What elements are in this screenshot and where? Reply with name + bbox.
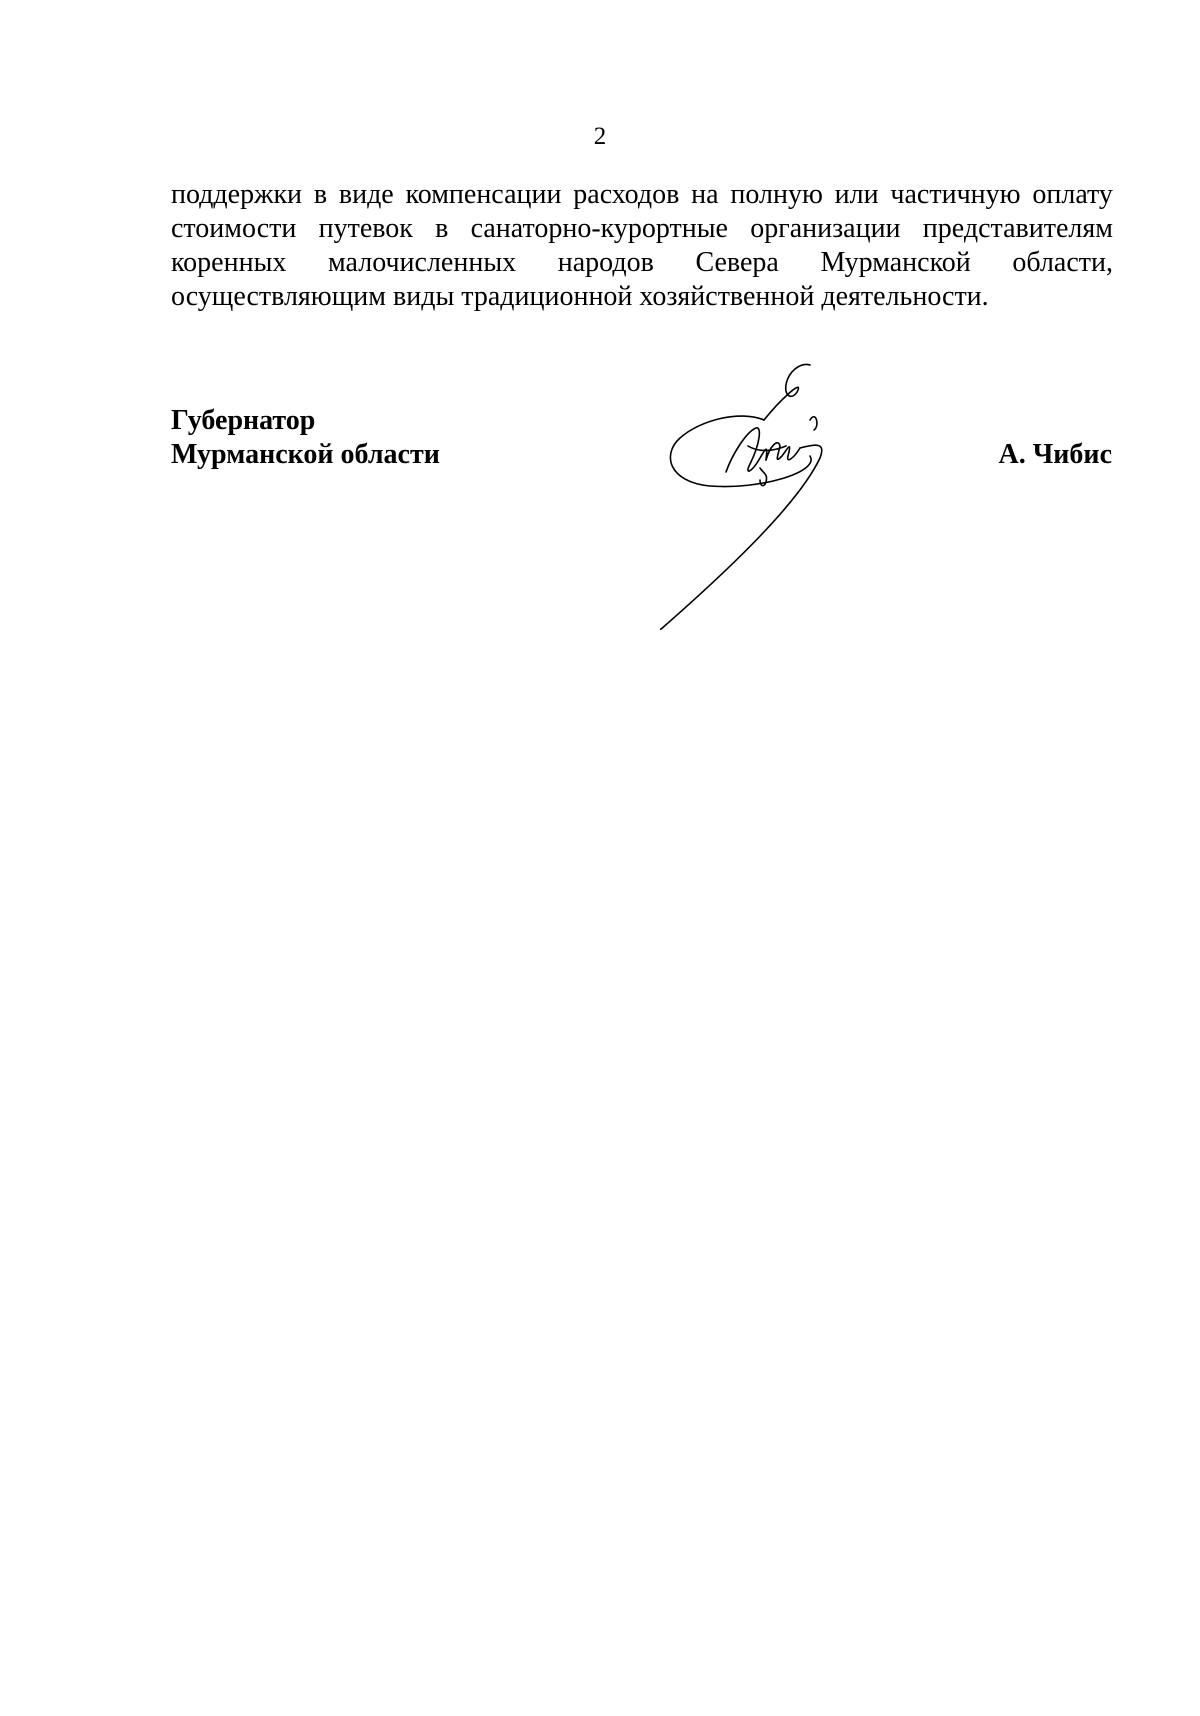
signatory-position xyxy=(171,404,440,472)
body-line-1: поддержки в виде компенсации расходов на полную или частичную оплату xyxy=(171,179,1113,210)
page-number: 2 xyxy=(593,123,607,150)
body-line-2: стоимости путевок в санаторно-курортные организации представителям xyxy=(171,213,1113,244)
body-line-4: осуществляющим виды традиционной хозяйственной деятельности. xyxy=(171,281,989,312)
position-line-1: Губернатор xyxy=(171,405,316,436)
handwritten-signature xyxy=(660,360,900,630)
position-line-2: Мурманской области xyxy=(171,439,440,470)
body-paragraph xyxy=(171,178,1113,314)
signatory-name: А. Чибис xyxy=(998,439,1112,470)
body-line-3: коренных малочисленных народов Севера Мурманской области, xyxy=(171,247,1113,278)
